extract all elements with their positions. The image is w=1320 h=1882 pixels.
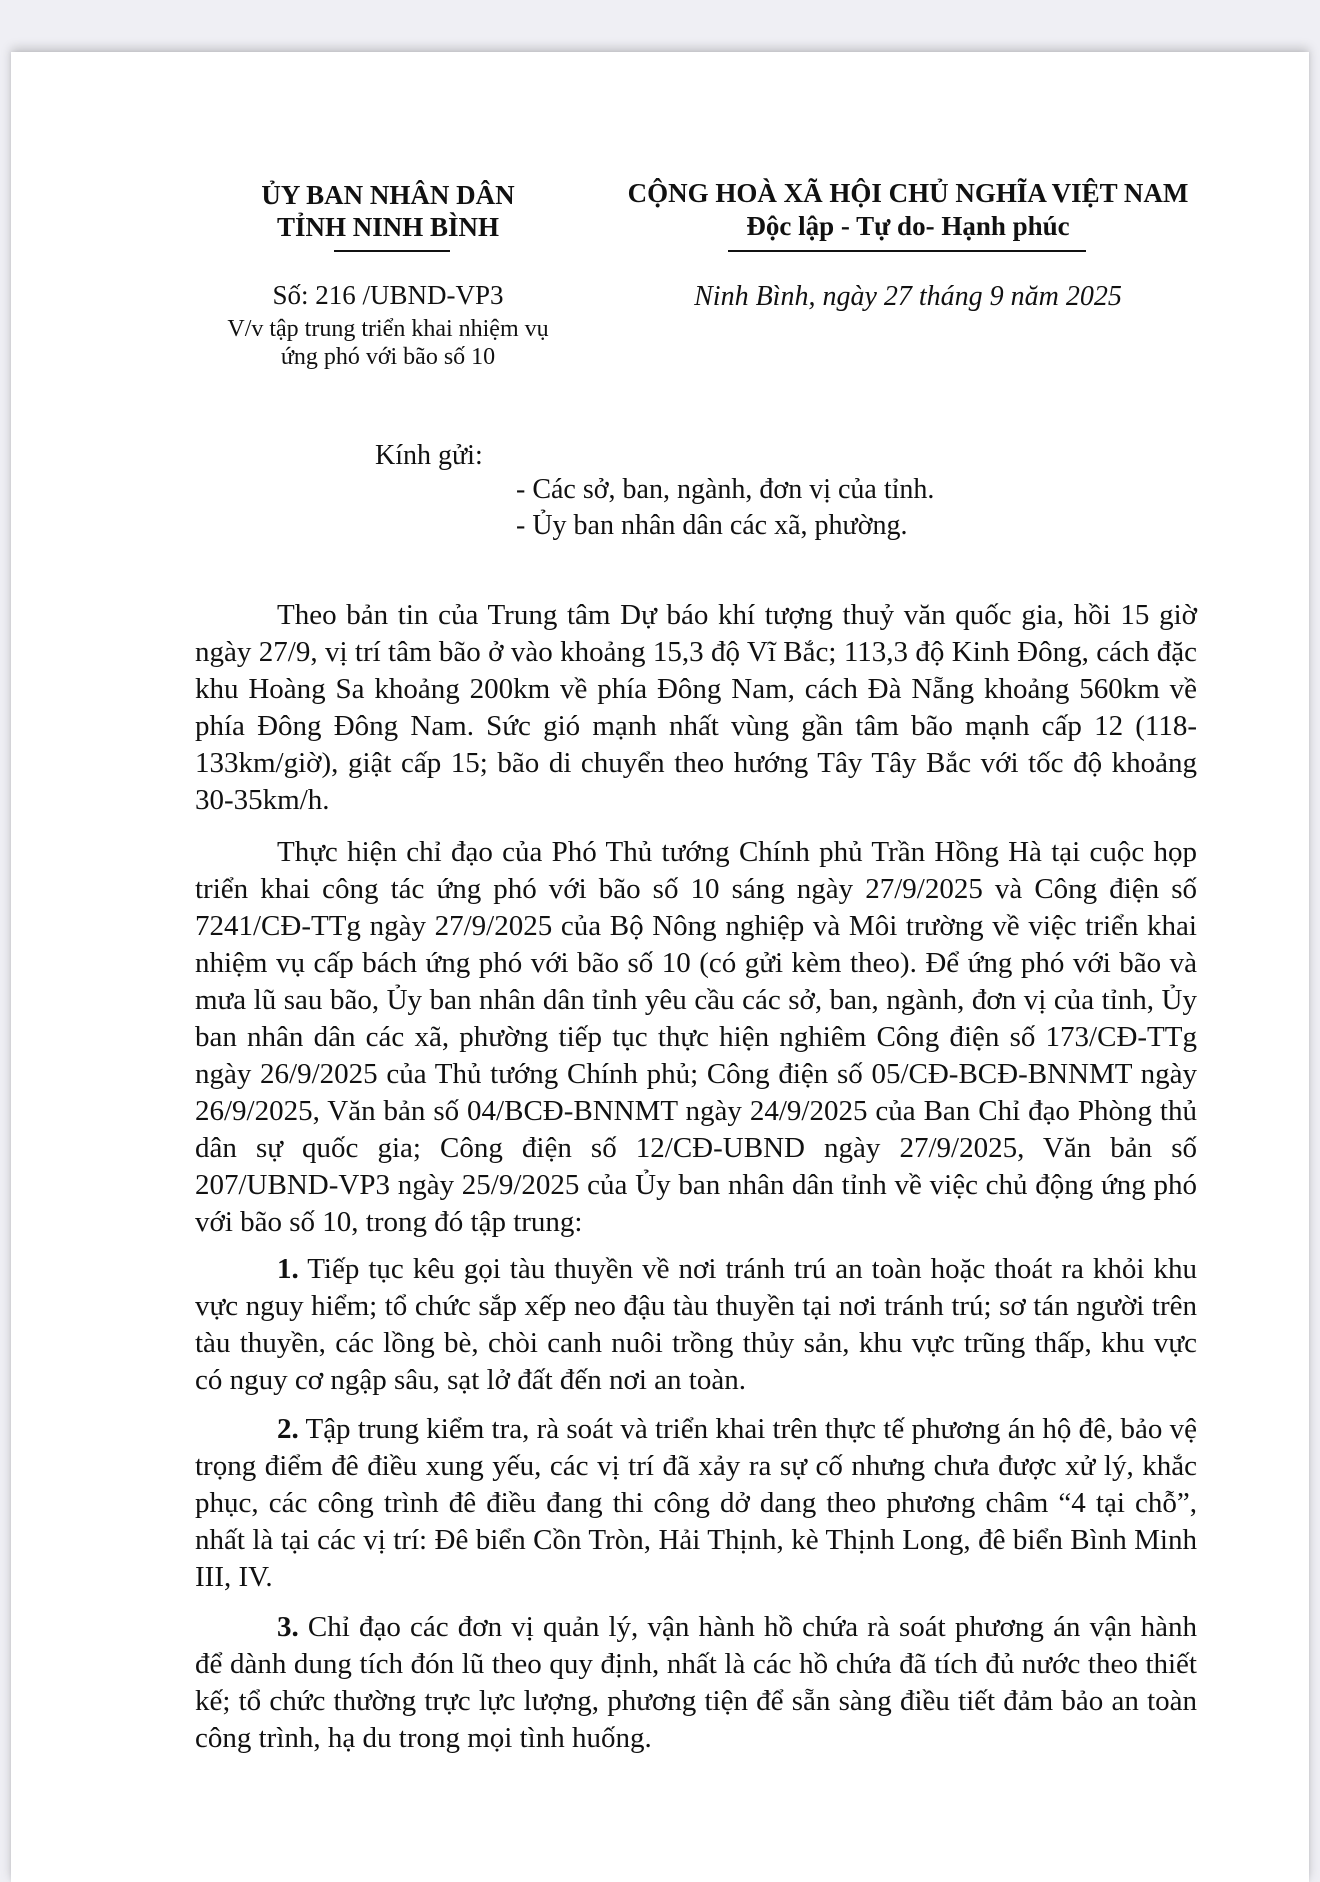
item-text: Tập trung kiểm tra, rà soát và triển khai trên thực tế phương án hộ đê, bảo vệ trọng điểm đê điều xung yếu, các vị trí đã xảy ra sự cố nhưng chưa được xử lý, khắc phục, các công trình đê điều đang thi công dở dang theo phương châm “4 tại chỗ”, nhất là tại các vị trí: Đê biển Cồn Tròn, Hải Thịnh, kè Thịnh Long, đê biển Bình Minh III, IV. [195, 1413, 1197, 1593]
subject-line1: V/v tập trung triển khai nhiệm vụ [227, 316, 549, 342]
doc-number-suffix: /UBND-VP3 [362, 280, 504, 310]
item-number: 3. [277, 1611, 299, 1643]
item-number: 1. [277, 1253, 299, 1285]
recipients-label: Kính gửi: [375, 440, 483, 471]
motto-underline [728, 250, 1086, 252]
doc-number [190, 280, 586, 311]
action-item-3 [195, 1609, 1197, 1757]
item-number: 2. [277, 1413, 299, 1445]
body-paragraph: Thực hiện chỉ đạo của Phó Thủ tướng Chính phủ Trần Hồng Hà tại cuộc họp triển khai công tác ứng phó với bão số 10 sáng ngày 27/9/2025 và Công điện số 7241/CĐ-TTg ngày 27/9/2025 của Bộ Nông nghiệp và Môi trường về việc triển khai nhiệm vụ cấp bách ứng phó với bão số 10 (có gửi kèm theo). Để ứng phó với bão và mưa lũ sau bão, Ủy ban nhân dân tỉnh yêu cầu các sở, ban, ngành, đơn vị của tỉnh, Ủy ban nhân dân các xã, phường tiếp tục thực hiện nghiêm Công điện số 173/CĐ-TTg ngày 26/9/2025 của Thủ tướng Chính phủ; Công điện số 05/CĐ-BCĐ-BNNMT ngày 26/9/2025, Văn bản số 04/BCĐ-BNNMT ngày 24/9/2025 của Ban Chỉ đạo Phòng thủ dân sự quốc gia; Công điện số 12/CĐ-UBND ngày 27/9/2025, Văn bản số 207/UBND-VP3 ngày 25/9/2025 của Ủy ban nhân dân tỉnh về việc chủ động ứng phó với bão số 10, trong đó tập trung: [195, 836, 1197, 1238]
action-item-1 [195, 1251, 1197, 1399]
doc-number-value: 216 [315, 280, 356, 310]
recipient-item: - Các sở, ban, ngành, đơn vị của tỉnh. [516, 474, 935, 505]
action-item-2 [195, 1411, 1197, 1596]
org-underline [334, 250, 450, 252]
body-paragraph: Theo bản tin của Trung tâm Dự báo khí tượng thuỷ văn quốc gia, hồi 15 giờ ngày 27/9, vị trí tâm bão ở vào khoảng 15,3 độ Vĩ Bắc; 113,3 độ Kinh Đông, cách đặc khu Hoàng Sa khoảng 200km về phía Đông Nam, cách Đà Nẵng khoảng 560km về phía Đông Đông Nam. Sức gió mạnh nhất vùng gần tâm bão mạnh cấp 12 (118-133km/giờ), giật cấp 15; bão di chuyển theo hướng Tây Tây Bắc với tốc độ khoảng 30-35km/h. [195, 599, 1197, 816]
recipient-item: - Ủy ban nhân dân các xã, phường. [516, 510, 908, 541]
issuing-org-line1: ỦY BAN NHÂN DÂN [261, 180, 515, 210]
item-text: Tiếp tục kêu gọi tàu thuyền về nơi tránh trú an toàn hoặc thoát ra khỏi khu vực nguy hiểm; tổ chức sắp xếp neo đậu tàu thuyền tại nơi tránh trú; sơ tán người trên tàu thuyền, các lồng bè, chòi canh nuôi trồng thủy sản, khu vực trũng thấp, khu vực có nguy cơ ngập sâu, sạt lở đất đến nơi an toàn. [195, 1253, 1197, 1396]
national-title: CỘNG HOÀ XÃ HỘI CHỦ NGHĨA VIỆT NAM [627, 178, 1189, 208]
national-motto: Độc lập - Tự do- Hạnh phúc [746, 211, 1070, 241]
item-text: Chỉ đạo các đơn vị quản lý, vận hành hồ chứa rà soát phương án vận hành để dành dung tích đón lũ theo quy định, nhất là các hồ chứa đã tích đủ nước theo thiết kế; tổ chức thường trực lực lượng, phương tiện để sẵn sàng điều tiết đảm bảo an toàn công trình, hạ du trong mọi tình huống. [195, 1611, 1197, 1754]
place-date: Ninh Bình, ngày 27 tháng 9 năm 2025 [694, 281, 1122, 312]
subject-line2: ứng phó với bão số 10 [280, 344, 496, 370]
issuing-org-line2: TỈNH NINH BÌNH [276, 212, 500, 242]
doc-number-prefix: Số: [272, 280, 309, 310]
